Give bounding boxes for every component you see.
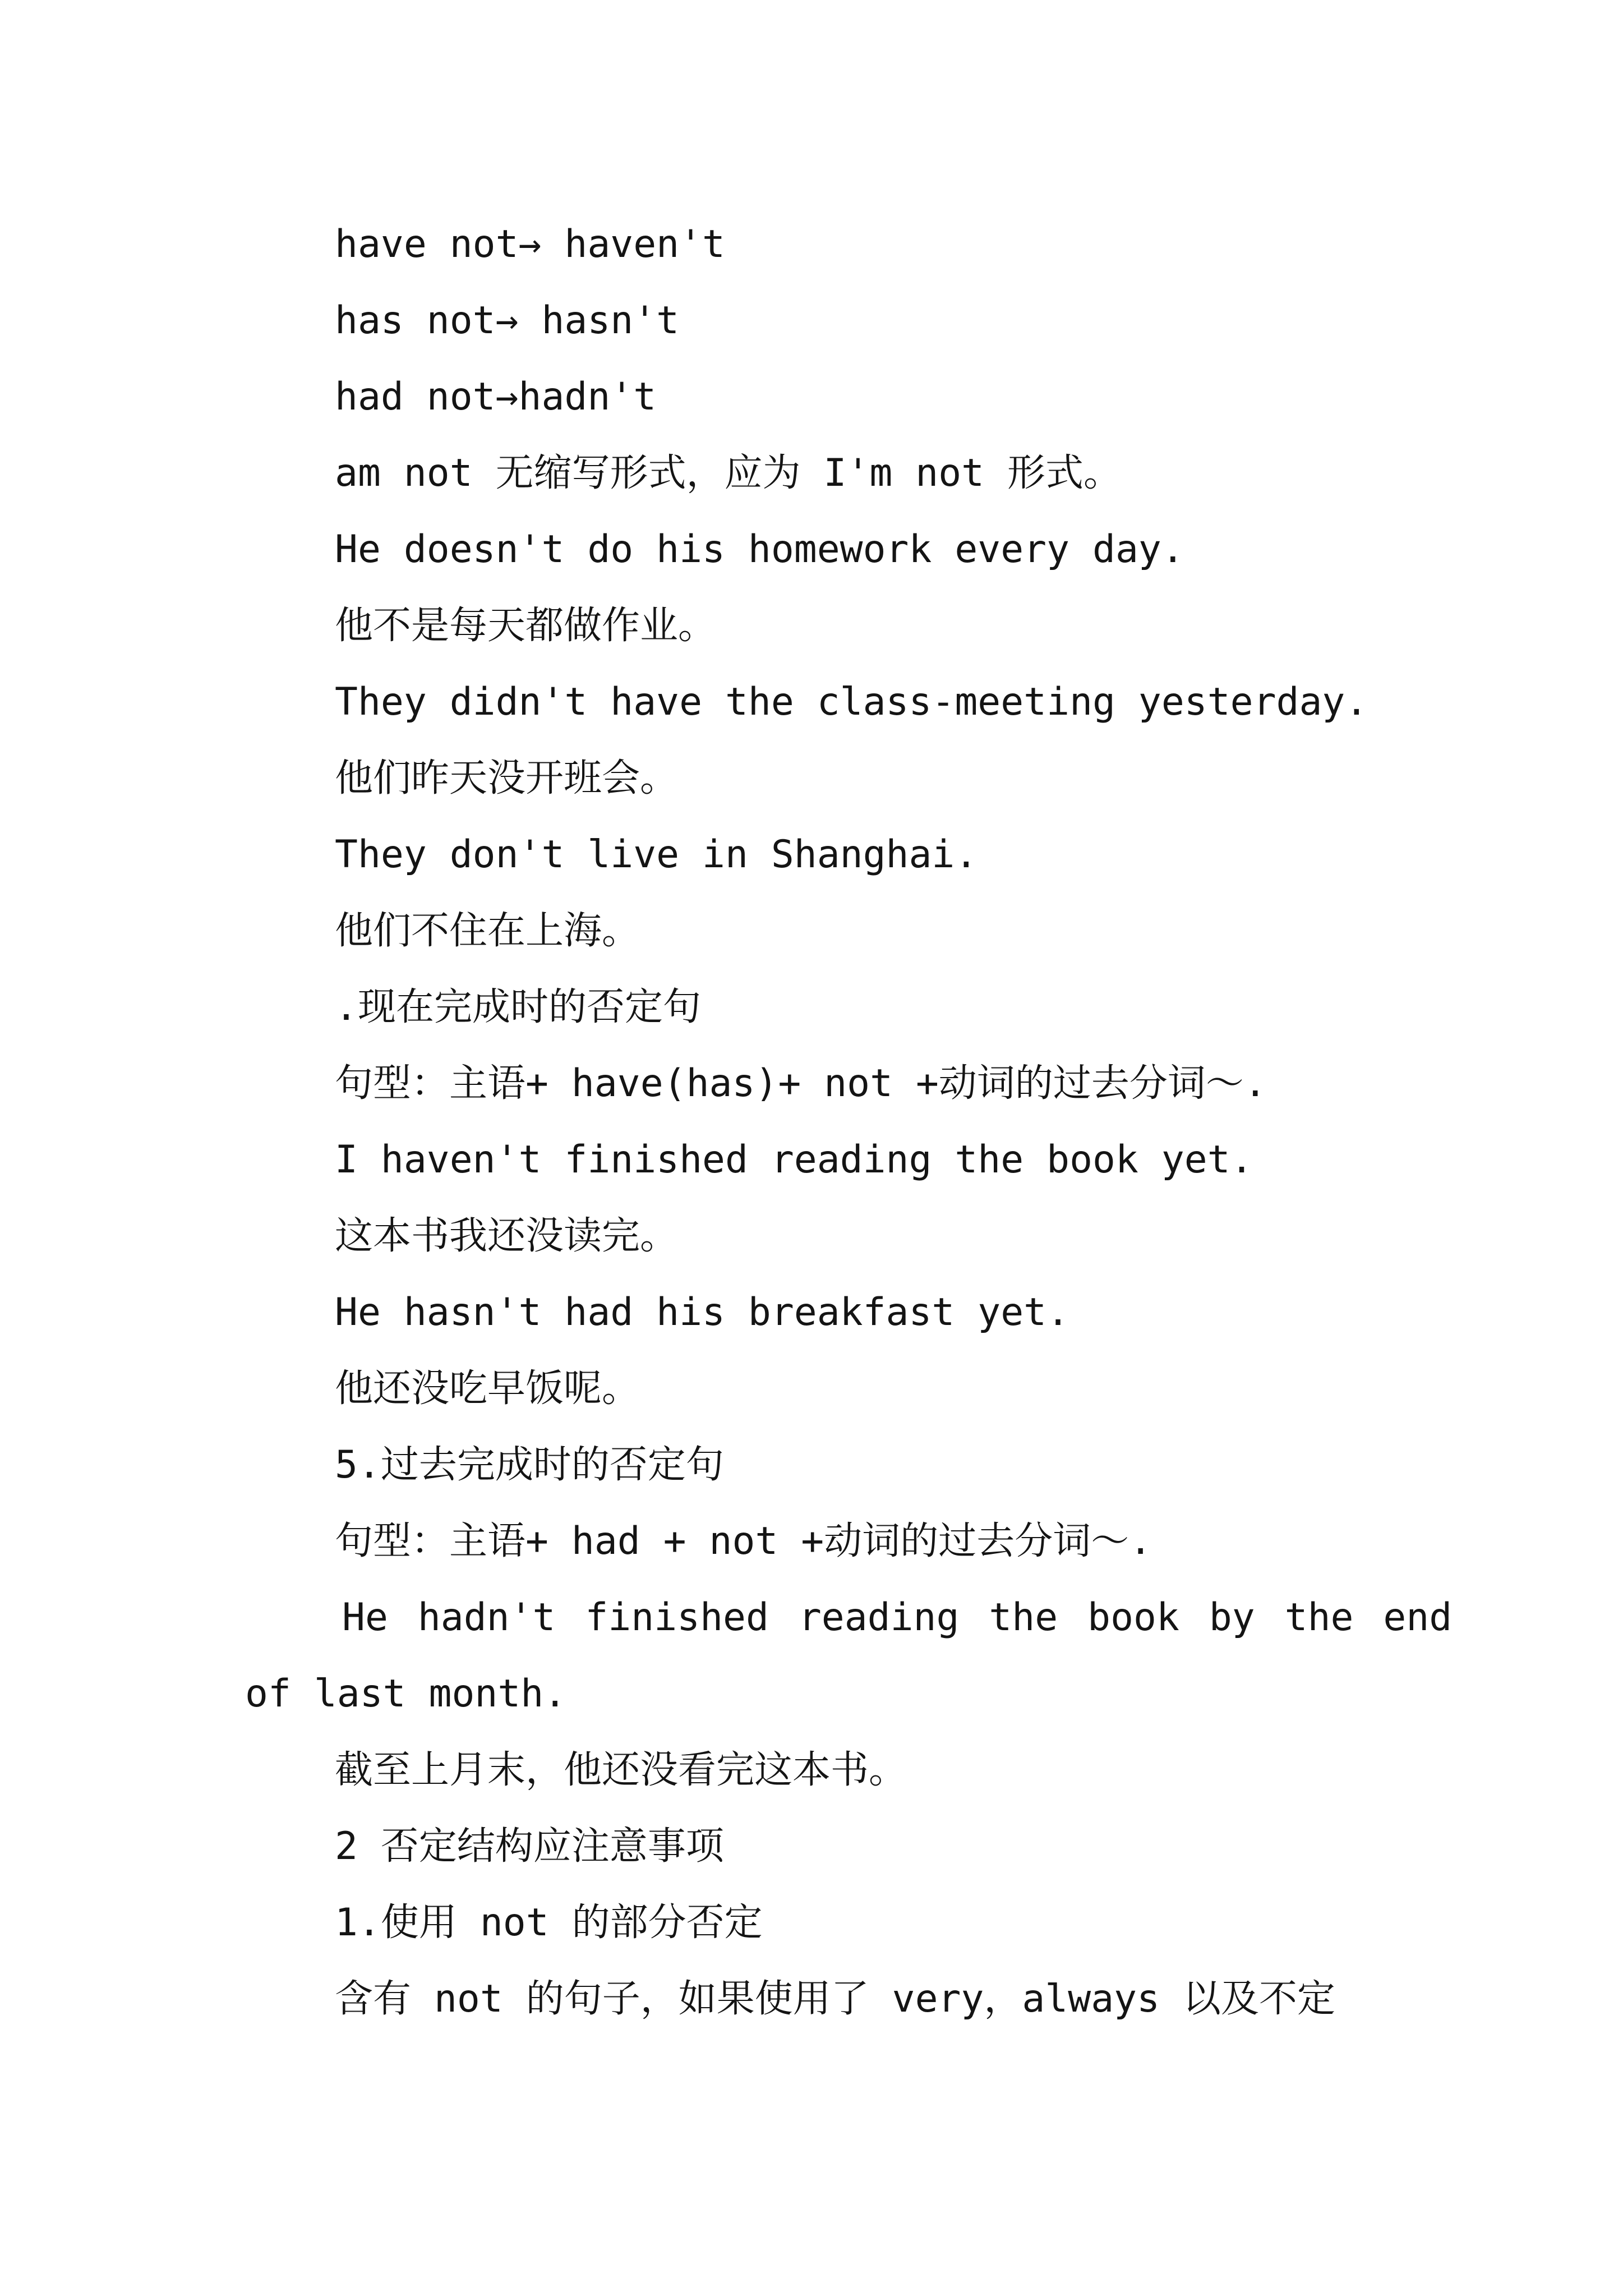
text-line: 句型：主语+ had + not +动词的过去分词～. xyxy=(335,1519,1152,1563)
text-line: of last month. xyxy=(245,1672,567,1716)
section-heading: 1.使用 not 的部分否定 xyxy=(335,1901,763,1945)
text-line: I haven't finished reading the book yet. xyxy=(335,1138,1253,1182)
text-line: They didn't have the class-meeting yesterday. xyxy=(335,680,1368,724)
text-line: 截至上月末，他还没看完这本书。 xyxy=(335,1748,907,1792)
text-line: has not→ hasn't xyxy=(335,298,680,343)
text-line: 含有 not 的句子，如果使用了 very，always 以及不定 xyxy=(335,1977,1335,2021)
text-line: had not→hadn't xyxy=(335,375,657,419)
text-line: He hasn't had his breakfast yet. xyxy=(335,1290,1070,1335)
text-line: 他还没吃早饭呢。 xyxy=(335,1366,640,1411)
text-line: They don't live in Shanghai. xyxy=(335,832,978,877)
text-line: 他们不住在上海。 xyxy=(335,909,640,953)
text-line: 这本书我还没读完。 xyxy=(335,1214,679,1258)
section-heading: 2 否定结构应注意事项 xyxy=(335,1824,724,1869)
text-line: 他不是每天都做作业。 xyxy=(335,604,717,648)
text-line: He doesn't do his homework every day. xyxy=(335,527,1184,572)
text-line: He hadn't finished reading the book by the end xyxy=(342,1595,1453,1640)
section-heading: 5.过去完成时的否定句 xyxy=(335,1443,724,1487)
text-line: 他们昨天没开班会。 xyxy=(335,756,679,800)
text-line: have not→ haven't xyxy=(335,222,725,266)
text-line: 句型：主语+ have(has)+ not +动词的过去分词～. xyxy=(335,1061,1267,1106)
text-line: am not 无缩写形式，应为 I'm not 形式。 xyxy=(335,451,1122,495)
section-heading: .现在完成时的否定句 xyxy=(335,985,701,1029)
